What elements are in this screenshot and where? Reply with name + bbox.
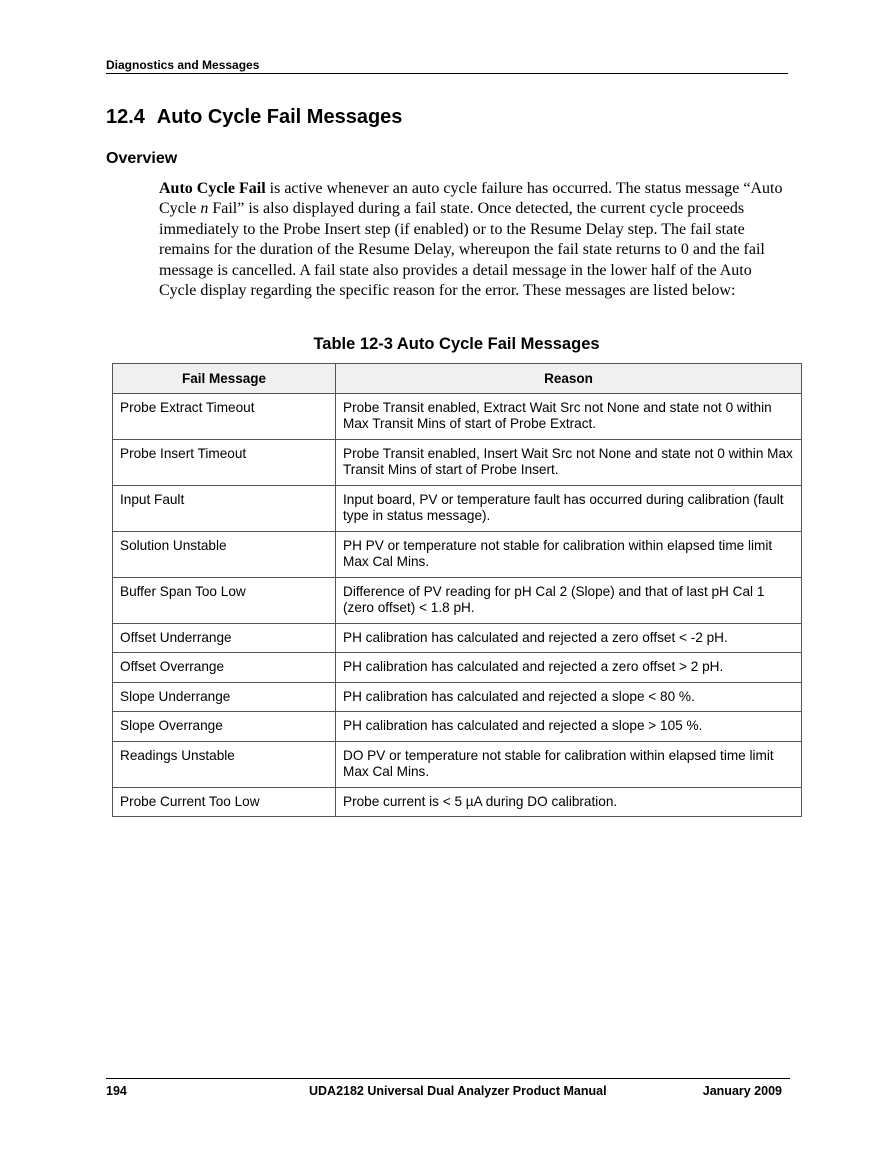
publication-date: January 2009 <box>702 1084 782 1098</box>
overview-heading: Overview <box>106 150 178 167</box>
overview-paragraph <box>159 179 791 301</box>
reason-cell: Probe Transit enabled, Extract Wait Src not None and state not 0 within Max Transit Mins of start of Probe Extract. <box>336 393 802 439</box>
fail-messages-table <box>112 363 802 817</box>
header-reason: Reason <box>336 364 802 394</box>
reason-cell: PH calibration has calculated and rejected a slope < 80 %. <box>336 682 802 712</box>
manual-title: UDA2182 Universal Dual Analyzer Product Manual <box>309 1084 607 1098</box>
overview-text-2: Fail” is also displayed during a fail state. Once detected, the current cycle proceeds immediately to the Probe Insert step (if enabled) or to the Resume Delay step. The fail state remains for the duration of the Resume Delay, whereupon the fail state returns to 0 and the fail message is cancelled. A fail state also provides a detail message in the lower half of the Auto Cycle display regarding the specific reason for the error. These messages are listed below: <box>159 200 765 300</box>
fail-message-cell: Slope Overrange <box>113 712 336 742</box>
page-footer <box>106 1078 790 1098</box>
fail-message-cell: Buffer Span Too Low <box>113 577 336 623</box>
section-title <box>106 106 402 129</box>
table-header-row <box>113 364 802 394</box>
table-row <box>113 741 802 787</box>
table-row <box>113 712 802 742</box>
section-title-text: Auto Cycle Fail Messages <box>156 106 403 128</box>
reason-cell: Difference of PV reading for pH Cal 2 (Slope) and that of last pH Cal 1 (zero offset) < 1.8 pH. <box>336 577 802 623</box>
table-row <box>113 623 802 653</box>
reason-cell: Input board, PV or temperature fault has occurred during calibration (fault type in status message). <box>336 485 802 531</box>
table-row <box>113 439 802 485</box>
fail-message-cell: Probe Current Too Low <box>113 787 336 817</box>
fail-message-cell: Probe Insert Timeout <box>113 439 336 485</box>
bold-term: Auto Cycle Fail <box>159 180 266 197</box>
fail-message-cell: Solution Unstable <box>113 531 336 577</box>
reason-cell: PH calibration has calculated and rejected a slope > 105 %. <box>336 712 802 742</box>
fail-message-cell: Offset Overrange <box>113 653 336 683</box>
reason-cell: Probe current is < 5 µA during DO calibration. <box>336 787 802 817</box>
header-fail-message: Fail Message <box>113 364 336 394</box>
table-row <box>113 531 802 577</box>
reason-cell: PH PV or temperature not stable for calibration within elapsed time limit Max Cal Mins. <box>336 531 802 577</box>
fail-message-cell: Probe Extract Timeout <box>113 393 336 439</box>
table-row <box>113 485 802 531</box>
table-row <box>113 653 802 683</box>
running-header: Diagnostics and Messages <box>106 58 788 74</box>
overview-text-1: is active whenever an auto cycle failure has occurred. The status message “Auto Cycle <box>159 180 783 218</box>
reason-cell: DO PV or temperature not stable for calibration within elapsed time limit Max Cal Mins. <box>336 741 802 787</box>
table-row <box>113 682 802 712</box>
fail-message-cell: Slope Underrange <box>113 682 336 712</box>
fail-message-cell: Readings Unstable <box>113 741 336 787</box>
reason-cell: PH calibration has calculated and rejected a zero offset < -2 pH. <box>336 623 802 653</box>
reason-cell: Probe Transit enabled, Insert Wait Src not None and state not 0 within Max Transit Mins of start of Probe Insert. <box>336 439 802 485</box>
section-number: 12.4 <box>106 106 145 128</box>
fail-message-cell: Input Fault <box>113 485 336 531</box>
reason-cell: PH calibration has calculated and rejected a zero offset > 2 pH. <box>336 653 802 683</box>
table-row <box>113 577 802 623</box>
table-row <box>113 393 802 439</box>
italic-variable: n <box>200 200 209 218</box>
page-number: 194 <box>106 1084 127 1098</box>
table-caption: Table 12-3 Auto Cycle Fail Messages <box>313 335 600 353</box>
table-row <box>113 787 802 817</box>
fail-message-cell: Offset Underrange <box>113 623 336 653</box>
